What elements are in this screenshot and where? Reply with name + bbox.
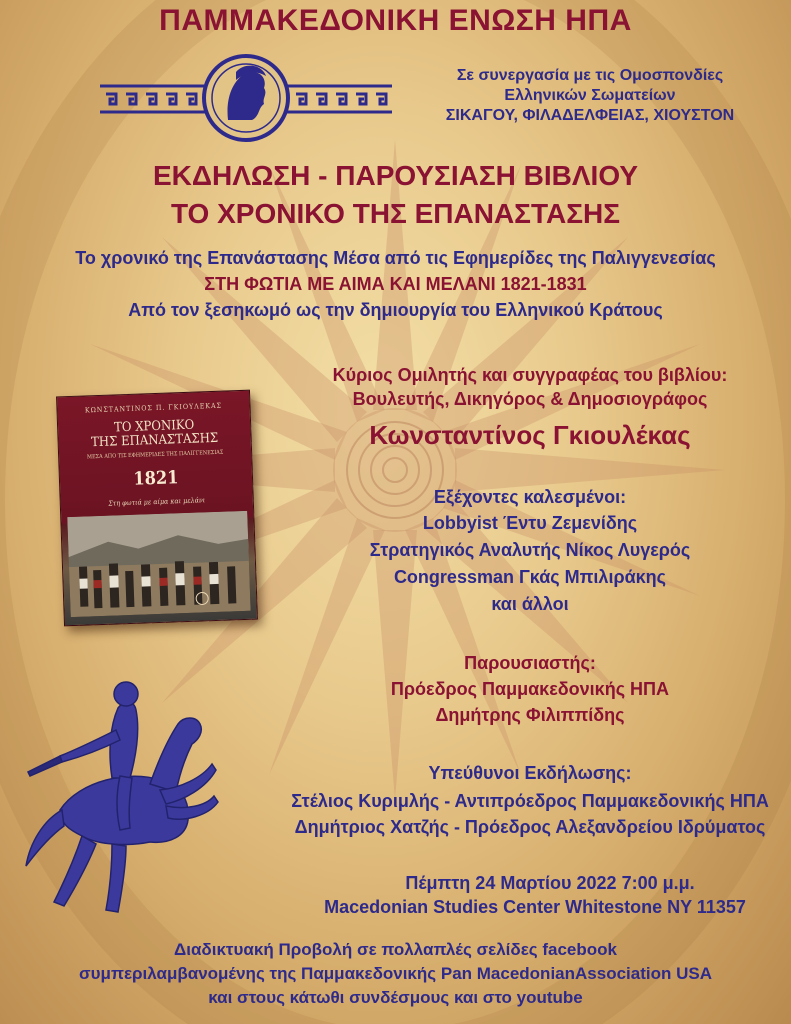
book-author: ΚΩΝΣΤΑΝΤΙΝΟΣ Π. ΓΚΙΟΥΛΕΚΑΣ [84,401,223,415]
event-subtitle-3: Από τον ξεσηκωμό ως την δημιουργία του Ελληνικού Κράτους [128,300,663,320]
broadcast-line-1: Διαδικτυακή Προβολή σε πολλαπλές σελίδες facebook [174,940,617,959]
presenter-name: Δημήτρης Φιλιππίδης [435,705,625,725]
collaboration-line-1: Σε συνεργασία με τις Ομοσπονδίες [456,67,724,84]
broadcast-line-2: συμπεριλαμβανομένης της Παμμακεδονικής Pan MacedonianAssociation USA [79,964,712,983]
organization-title: ΠΑΜΜΑΚΕΔΟΝΙΚΗ ΕΝΩΣΗ ΗΠΑ [159,4,632,37]
organizers-heading: Υπεύθυνοι Εκδήλωσης: [428,763,632,783]
guest-item: και άλλοι [491,594,569,614]
organizer-2: Δημήτριος Χατζής - Πρόεδρος Αλεξανδρείου Ιδρύματος [294,817,766,837]
book-cover-title-2: ΤΗΣ ΕΠΑΝΑΣΤΑΣΗΣ [90,430,219,451]
broadcast-line-3: και στους κάτωθι συνδέσμους και στο youtube [208,988,583,1007]
book-cover-painting [67,511,250,617]
event-date: Πέμπτη 24 Μαρτίου 2022 7:00 μ.μ. [405,873,695,893]
book-cover [56,390,258,627]
book-cover-year: 1821 [133,467,179,490]
event-subtitle-1: Το χρονικό της Επανάστασης Μέσα από τις Εφημερίδες της Παλιγγενεσίας [75,248,716,268]
event-subtitle-2: ΣΤΗ ΦΩΤΙΑ ΜΕ ΑΙΜΑ ΚΑΙ ΜΕΛΑΝΙ 1821-1831 [204,274,587,294]
book-cover-tagline: Στη φωτιά με αίμα και μελάνι [108,496,206,508]
speaker-roles: Βουλευτής, Δικηγόρος & Δημοσιογράφος [352,389,708,409]
organizer-1: Στέλιος Κυριμλής - Αντιπρόεδρος Παμμακεδονικής ΗΠΑ [291,791,769,811]
book-title: ΤΟ ΧΡΟΝΙΚΟ ΤΗΣ ΕΠΑΝΑΣΤΑΣΗΣ [170,198,621,229]
guest-item: Lobbyist Έντυ Ζεμενίδης [422,513,638,533]
pan-macedonian-logo [96,50,396,146]
event-venue: Macedonian Studies Center Whitestone NY 11357 [324,897,746,917]
guest-item: Congressman Γκάς Μπιλιράκης [393,567,667,587]
event-title: ΕΚΔΗΛΩΣΗ - ΠΑΡΟΥΣΙΑΣΗ ΒΙΒΛΙΟΥ [152,160,639,191]
speaker-heading: Κύριος Ομιλητής και συγγραφέας του βιβλίου: [332,365,728,385]
presenter-title: Πρόεδρος Παμμακεδονικής ΗΠΑ [390,679,670,699]
presenter-heading: Παρουσιαστής: [464,653,596,673]
guests-heading: Εξέχοντες καλεσμένοι: [433,487,627,507]
guest-item: Στρατηγικός Αναλυτής Νίκος Λυγερός [369,540,691,560]
collaboration-line-3: ΣΙΚΑΓΟΥ, ΦΙΛΑΔΕΛΦΕΙΑΣ, ΧΙΟΥΣΤΟΝ [445,107,735,124]
book-cover-title [58,417,251,452]
speaker-name: Κωνσταντίνος Γκιουλέκας [369,420,691,450]
book-cover-subtitle: ΜΕΣΑ ΑΠΟ ΤΙΣ ΕΦΗΜΕΡΙΔΕΣ ΤΗΣ ΠΑΛΙΓΓΕΝΕΣΙΑΣ [86,449,224,461]
book-cover-title-1: ΤΟ ΧΡΟΝΙΚΟ [113,417,195,436]
collaboration-line-2: Ελληνικών Σωματείων [504,87,676,104]
alexander-horseman-illustration [20,660,220,930]
